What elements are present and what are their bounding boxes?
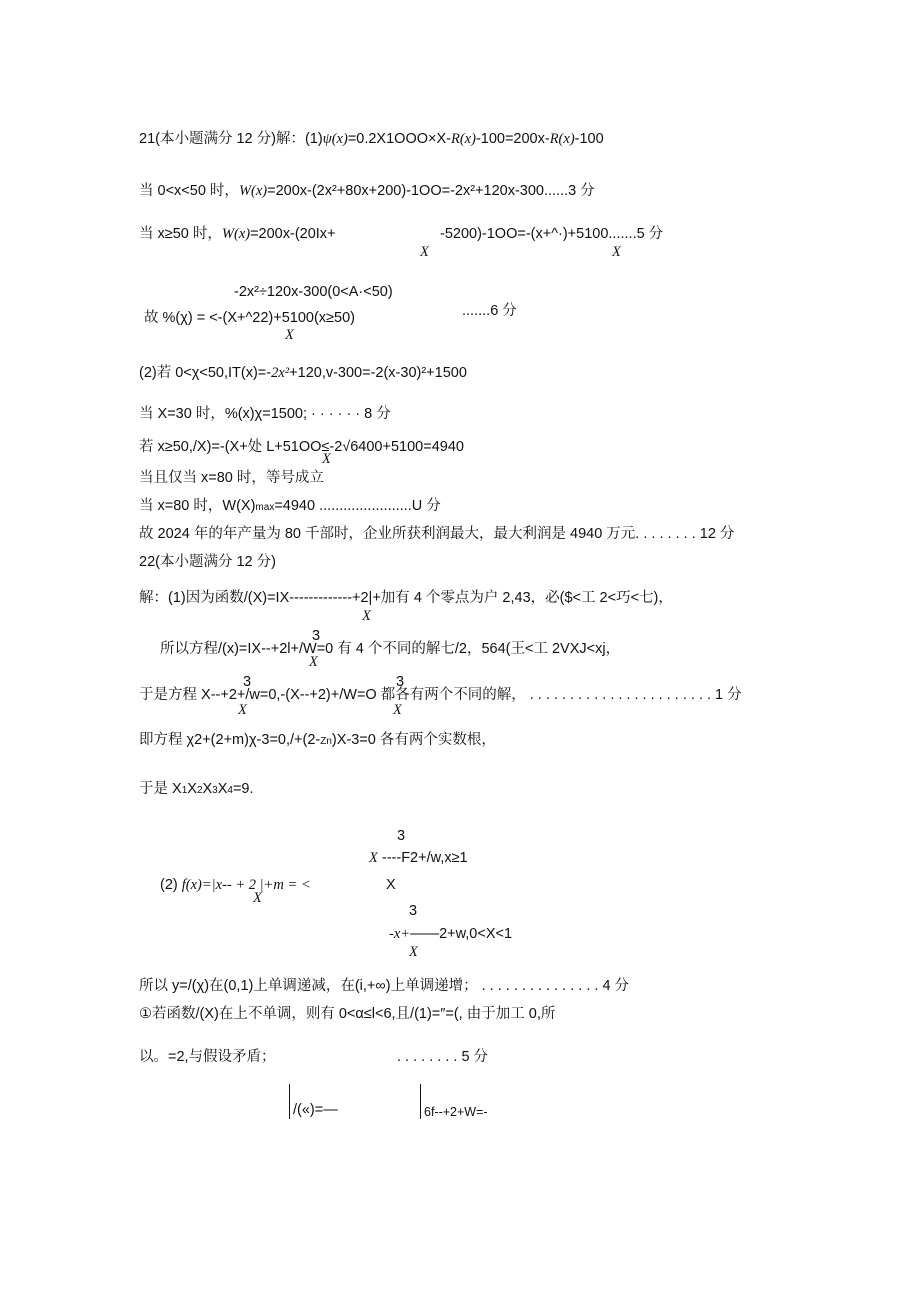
- q21-line1: 当 0<x<50 时，W(x)=200x-(2x²+80x+200)-1OO=-2x²+120x-300......3 分: [139, 183, 595, 199]
- q22-header: 22(本小题满分 12 分): [139, 554, 276, 570]
- q22-last-right: 6f--+2+W=-: [424, 1105, 488, 1119]
- q21-part2-value: 当 X=30 时，%(x)χ=1500; · · · · · · 8 分: [139, 406, 391, 422]
- q22-line2: 所以方程/(x)=IX--+2l+/W=0 有 4 个不同的解七/2，564(王<工 2VXJ<xj，: [160, 641, 621, 657]
- q21-part2-line: (2)若 0<χ<50,IT(x)=-2x²+120,v-300=-2(x-30)²+1500: [139, 365, 467, 381]
- q22-line3-denominator-1: X: [238, 702, 247, 718]
- q21-line2-rest: -5200)-1OO=-(x+^·)+5100.......5 分: [440, 226, 664, 242]
- q22-line4: 即方程 χ2+(2+m)χ-3=0,/+(2-Zn)X-3=0 各有两个实数根，: [139, 732, 496, 748]
- q22-case2-denominator: X: [409, 944, 418, 960]
- q22-case1-denominator: X: [386, 877, 396, 893]
- psi-func: ψ(x): [322, 131, 348, 147]
- q22-last-left: /(«)=—: [293, 1102, 338, 1118]
- q22-part2-function: (2) f(x)=|x-- + 2 |+m = <: [160, 877, 311, 893]
- q21-conclusion: 故 2024 年的年产量为 80 千部时，企业所获利润最大，最大利润是 4940 万元. . . . . . . . 12 分: [139, 526, 735, 542]
- q21-line2: 当 x≥50 时，W(x)=200x-(20Ix+: [139, 226, 336, 242]
- q21-inequality-denominator: X: [322, 451, 331, 467]
- q22-monotonicity: 所以 y=/(χ)在(0,1)上单调递减，在(i,+∞)上单调递增； . . . . . . . . . . . . . . . 4 分: [139, 978, 630, 994]
- q22-line2-denominator: X: [309, 654, 318, 670]
- q22-line3-numerator-1: 3: [243, 674, 252, 690]
- q22-part2-denominator: X: [253, 890, 262, 906]
- q21-piecewise-bottom: 故 %(χ) = <-(X+^22)+5100(x≥50): [144, 310, 355, 326]
- q21-piecewise-top: -2x²÷120x-300(0<A·<50): [234, 284, 393, 300]
- q21-piecewise-score: .......6 分: [462, 303, 517, 319]
- q22-line2-numerator: 3: [312, 628, 321, 644]
- vertical-bar-right: [420, 1084, 421, 1119]
- q22-product: 于是 X1X2X3X4=9.: [139, 781, 254, 797]
- q21-max-value: 当 x=80 时，W(X)max=4940 .......................U 分: [139, 498, 441, 514]
- q22-line1: 解：(1)因为函数/(X)=IX-------------+2|+加有 4 个零点为户 2,43，必($<工 2<巧<七)，: [139, 590, 673, 606]
- q21-inequality: 若 x≥50,/X)=-(X+处 L+51OO≤-2√6400+5100=4940: [139, 439, 464, 455]
- q22-contradiction-score: . . . . . . . . 5 分: [397, 1049, 489, 1065]
- q21-line2-denominator-1: X: [420, 244, 429, 260]
- q22-line3: 于是方程 X--+2+/w=0,-(X--+2)+/W=O 都各有两个不同的解， . . . . . . . . . . . . . . . . . . . . . . . 1 分: [139, 687, 742, 703]
- q22-case1: X ----F2+/w,x≥1: [369, 850, 468, 866]
- q21-header: 21(本小题满分 12 分)解：(1)ψ(x)=0.2X1OOO×X-R(x)-100=200x-R(x)-100: [139, 131, 604, 147]
- q22-case1-numerator: 3: [397, 828, 406, 844]
- vertical-bar-left: [289, 1084, 290, 1119]
- q22-line3-numerator-2: 3: [396, 674, 405, 690]
- q22-line3-denominator-2: X: [393, 702, 402, 718]
- q21-equality-condition: 当且仅当 x=80 时，等号成立: [139, 470, 324, 486]
- q22-case2-numerator: 3: [409, 903, 418, 919]
- q22-contradiction: 以。=2,与假设矛盾；: [139, 1049, 276, 1065]
- q22-case-one: ①若函数/(X)在上不单调，则有 0<α≤l<6,且/(1)=″=(, 由于加工 0,所: [139, 1006, 556, 1022]
- q22-case2: -x+——2+w,0<X<1: [389, 926, 513, 942]
- q21-line2-denominator-2: X: [612, 244, 621, 260]
- q21-piecewise-denominator: X: [285, 327, 294, 343]
- q22-line1-denominator: X: [362, 608, 371, 624]
